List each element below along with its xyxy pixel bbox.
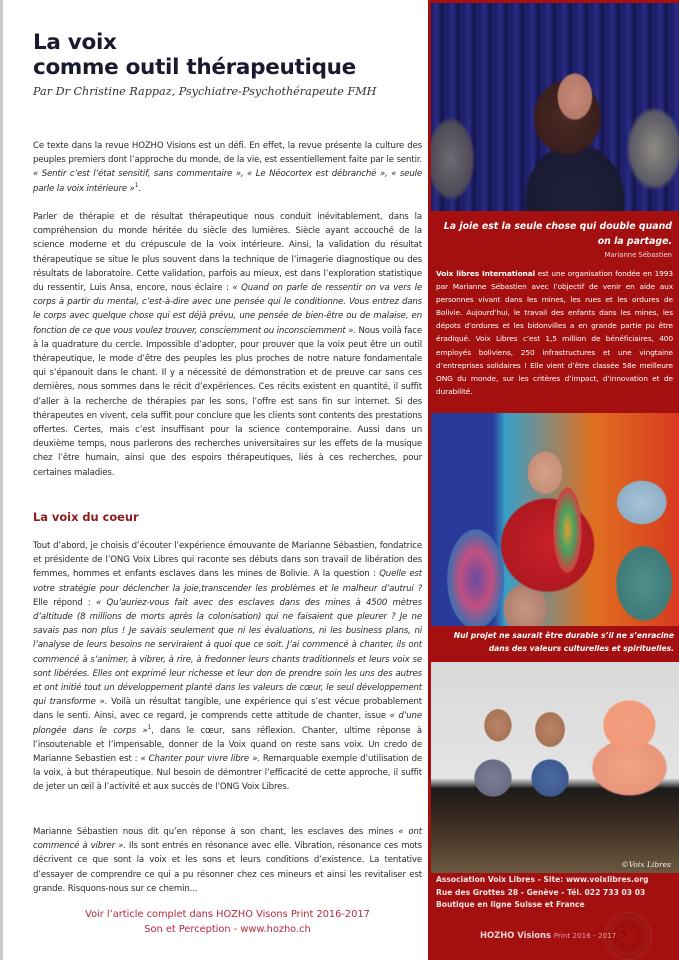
full-article-link[interactable] bbox=[33, 907, 422, 937]
page-edge bbox=[0, 0, 3, 960]
full-article-line-2: Son et Perception - www.hozho.ch bbox=[144, 924, 311, 935]
org-name: Voix libres International bbox=[436, 269, 536, 278]
text-run: . bbox=[138, 183, 141, 194]
photo-piano bbox=[431, 662, 679, 873]
author-byline: Par Dr Christine Rappaz, Psychiatre-Psychothérapeute FMH bbox=[33, 85, 377, 98]
text-run: Tout d’abord, je choisis d’écouter l’expérience émouvante de Marianne Sébastien, fondatrice et présidente de l’ONG Voix Libres qui raconte ses débuts dans son travail de libération des femmes, hommes et enfants esclaves dans les mines de Bolivie. A la question : bbox=[33, 541, 422, 580]
contact-website[interactable]: Association Voix Libres - Site: www.voixlibres.org bbox=[436, 875, 649, 884]
paragraph-resonance bbox=[33, 825, 422, 896]
text-run: Parler de thérapie et de résultat thérapeutique nous conduit inévitablement, dans la compréhension du monde héritée du siècle des lumières. Siècle ayant accouché de la science moderne et du crépuscule de la voix intérieure. Ainsi, la validation du résultat thérapeutique se situe le plus souvent dans la technique de l’imagerie diagnostique ou des résultats de laboratoire. Cette validation, parfois au mieux, est dans l’exploration statistique du ressentir, Luis Ansa, encore, nous éclaire : bbox=[33, 212, 422, 294]
text-run: Remarquable exemple d’utilisation de la voix, à but thérapeutique. Nul besoin de démontrer l’efficacité de cette approche, il suffit de jeter un œil à l’activité et aux succès de l’ONG Voix Libres. bbox=[33, 754, 423, 793]
quote-author: Marianne Sébastien bbox=[604, 251, 672, 259]
article-column bbox=[33, 0, 422, 960]
title-line-2: comme outil thérapeutique bbox=[33, 55, 356, 80]
magazine-title: HOZHO Visions bbox=[480, 930, 552, 940]
quoted-text: « Quand on parle de ressentir on va vers le corps à partir du mental, c’est-à-dire avec une pensée qui le conditionne. Vous entrez dans le corps avec quelque chose qui est déjà prévu, une pensée de bien-être ou de malaise, en fonction de ce que vous voulez trouver, consciemment ou inconsciemment ». bbox=[33, 283, 423, 336]
text-run: Ils sont entrés en résonance avec elle. Vibration, résonance ces mots décrivent ce que sont la voix et les sons et leurs conditions d’existence. La tentative d’essayer de comprendre ce qui a pu résonner chez ces mineurs et ainsi les revitaliser est grande. Risquons-nous sur ce chemin... bbox=[33, 841, 422, 894]
photo-credit: ©Voix Libres bbox=[621, 860, 671, 869]
quoted-text: « Sentir c’est l’état sensitif, sans commentaire », « Le Néocortex est débranché », « seule parle la voix intérieure » bbox=[33, 169, 422, 194]
article-title bbox=[33, 30, 413, 80]
contact-info bbox=[436, 874, 676, 912]
magazine-name bbox=[480, 930, 616, 940]
magazine-edition: Print 2016 - 2017 bbox=[553, 931, 617, 940]
page-footer bbox=[428, 930, 679, 950]
quoted-text: « d’une plongée dans le corps » bbox=[33, 711, 422, 736]
footnote-ref: 1 bbox=[134, 181, 139, 189]
org-text: est une organisation fondée en 1993 par Marianne Sébastien avec l’objectif de venir en aide aux personnes vivant dans les mines, les rues et les ordures de Bolivie. Aujourd’hui, le travail des enfants dans les mines, les dépots d’ordures et les bidonvilles a en grande partie pu être éradiqué. Voix Libres c’est 1,5 million de bénéficiaires, 400 employés boliviens, 250 infrastructures et une vingtaine d’entreprises solidaires ! Elle vient d’être classée 58e meilleure ONG du monde, sur les critères d’impact, d’innovation et de durabilité. bbox=[436, 269, 673, 396]
contact-address: Rue des Grottes 28 - Genève - Tél. 022 733 03 03 bbox=[436, 887, 646, 897]
text-run: Elle répond : bbox=[33, 597, 96, 608]
pull-quote: La joie est la seule chose qui double quand on la partage. bbox=[443, 221, 672, 247]
quoted-text: « Chanter pour vivre libre ». bbox=[140, 754, 260, 765]
quoted-text: « ont commencé à vibrer ». bbox=[33, 827, 422, 852]
text-run: , dans le cœur, sans réflexion. Chanter, ultime réponse à l’insoutenable et l’impensable, donner de la Voix quand on reste sans voix. Un credo de Marianne Sebastien est : bbox=[33, 725, 422, 765]
org-description bbox=[436, 267, 673, 398]
paragraph-therapy bbox=[33, 210, 422, 480]
quoted-text: « Qu’auriez-vous fait avec des esclaves dans des mines à 4500 mètres d’altitude (8 millions de morts après la colonisation) qui ne faisaient que pleurer ? Je ne savais pas non plus ! Je savais seulement que ni les évaluations, ni les business plans, ni l’analyse de leurs besoins ne serviraient à quoi que ce soit. J’ai commencé à chanter, ils ont commencé à s’animer, à vibrer, à rire, à fredonner leurs chants traditionnels et leurs voix se sont libérées. Elles ont exprimé leur richesse et leur don de prendre soin les uns des autres et ont initié tout un développement planté dans les valeurs de cœur, le seul développement qui transforme ». bbox=[33, 597, 422, 708]
photo-children-group bbox=[431, 413, 679, 626]
text-run: Voilà un résultat tangible, une expérience qui s’est vécue probablement dans le senti. Ainsi, avec ce regard, je comprends cette attitude de chanter, issue bbox=[33, 697, 422, 722]
photo-singer bbox=[431, 3, 679, 211]
text-run: Ce texte dans la revue HOZHO Visions est un défi. En effet, la revue présente la culture des peuples premiers dont l’approche du monde, de la vie, est essentiellement faite par le sentir. bbox=[33, 141, 422, 166]
contact-shop: Boutique en ligne Suisse et France bbox=[436, 900, 585, 909]
photo-caption: Nul projet ne saurait être durable s’il ne s’enracine dans des valeurs culturelles et spirituelles. bbox=[453, 631, 674, 653]
quoted-text: Quelle est votre stratégie pour déclencher la joie,transcender les problèmes et le malheur d’autrui ? bbox=[33, 569, 423, 594]
text-run: Nous voilà face à la quadrature du cercle. Impossible d’adopter, pour prouver que la voix peut être un outil thérapeutique, le mode d’être des peuples les plus proches de notre nature fondamentale qui s’épanouit dans le chant. Il y a nécessité de démonstration et de preuve car sans ces dernières, nous sommes dans le récit d’expériences. Ces récits existent en quantité, il suffit d’aller à la recherche de thérapies par les sons, l’offre est sans fin sur internet. Si des thérapeutes en vivent, cela suffit pour conclure que les clients sont contents des prestations offertes. Certes, mais c’est insuffisant pour la science contemporaine. Aussi dans un deuxième temps, nous parlerons des recherches universitaires sur les effets de la musique chez l’être humain, ainsi que des espoirs thérapeutiques, liés à ces recherches, pour certaines maladies. bbox=[33, 325, 422, 478]
full-article-line-1: Voir l’article complet dans HOZHO Visons Print 2016-2017 bbox=[85, 909, 370, 920]
page-number: 5 bbox=[621, 929, 627, 939]
section-heading: La voix du coeur bbox=[33, 510, 139, 524]
sidebar bbox=[428, 0, 679, 960]
footnote-ref: 1 bbox=[147, 723, 152, 731]
paragraph-voix-du-coeur bbox=[33, 539, 422, 795]
paragraph-intro bbox=[33, 139, 422, 196]
title-line-1: La voix bbox=[33, 30, 117, 55]
text-run: Marianne Sébastien nous dit qu’en réponse à son chant, les esclaves des mines bbox=[33, 827, 399, 837]
